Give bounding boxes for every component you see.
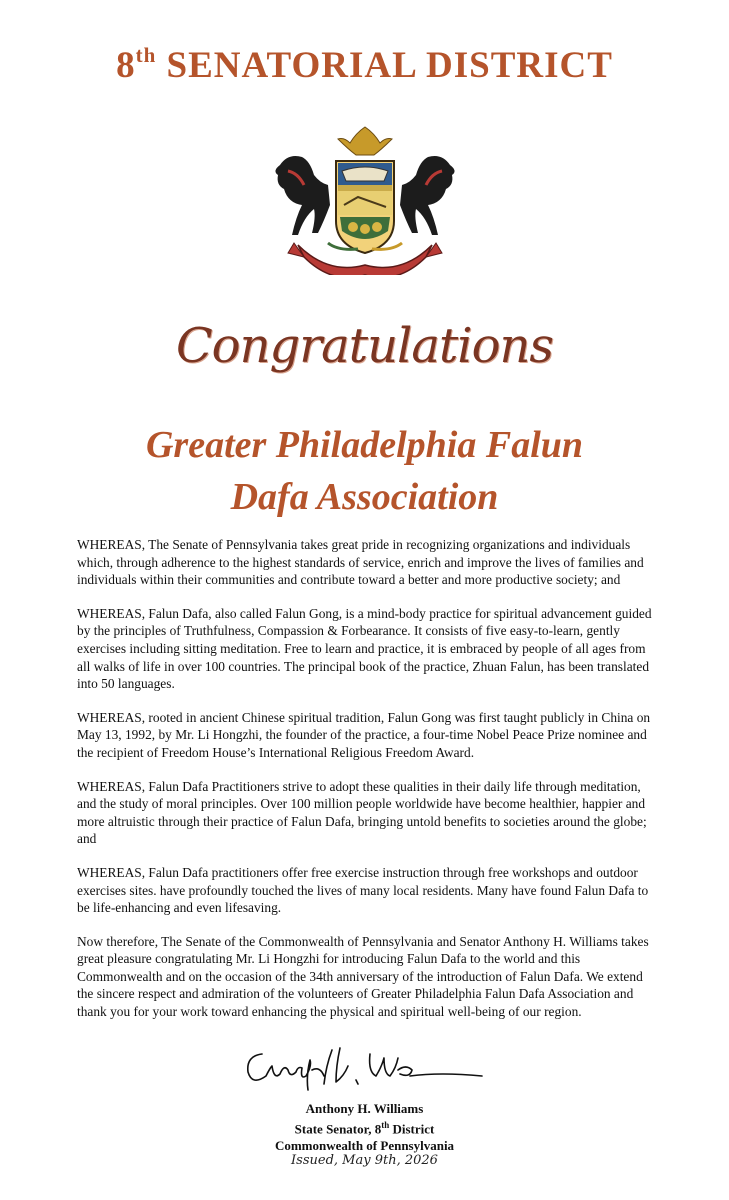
resolution-paragraph: Now therefore, The Senate of the Commonwealth of Pennsylvania and Senator Anthony H. Williams takes great pleasure congratulating Mr. Li Hongzhi for introducing Falun Dafa to the world and this Commonwealth and on the occasion of the 34th anniversary of the introduction of Falun Dafa. We extend the sincere respect and admiration of the volunteers of Greater Philadelphia Falun Dafa Association and thank you for your work toward enhancing the physical and spiritual well-being of our region. (77, 933, 649, 1020)
whereas-paragraph-2: WHEREAS, Falun Dafa, also called Falun Gong, is a mind-body practice for spiritual advancement guided by the principles of Truthfulness, Compassion & Forbearance. It consists of five easy-to-learn, gently exercises including sitting meditation. Free to learn and practice, it is embraced by people of all ages from all walks of life in over 100 countries. The principal book of the practice, Zhuan Falun, has been translated into 50 languages. (77, 605, 652, 692)
signer-title: State Senator, 8th District (294, 1120, 435, 1137)
district-heading (0, 43, 729, 87)
signature-icon (240, 1036, 490, 1092)
district-number: 8 (116, 45, 136, 86)
whereas-paragraph-4: WHEREAS, Falun Dafa Practitioners strive to adopt these qualities in their daily life through meditation, and the study of moral principles. Over 100 million people worldwide have become healthier, happier and more altruistic through their practice of Falun Dafa, bringing untold benefits to societies around the globe; and (77, 778, 647, 847)
organization-name-line2: Dafa Association (230, 476, 499, 518)
signer-name: Anthony H. Williams (305, 1101, 424, 1116)
issued-date: Issued, May 9th, 2026 (291, 1153, 438, 1168)
organization-name-line1: Greater Philadelphia Falun (145, 424, 584, 466)
whereas-paragraph-3: WHEREAS, rooted in ancient Chinese spiritual tradition, Falun Gong was first taught publicly in China on May 13, 1992, by Mr. Li Hongzhi, the founder of the practice, a four-time Nobel Peace Prize nominee and the recipient of Freedom House’s International Religious Freedom Award. (77, 709, 651, 760)
signer-block (0, 1100, 729, 1154)
signer-state: Commonwealth of Pennsylvania (274, 1138, 455, 1154)
district-title: SENATORIAL DISTRICT (156, 45, 613, 86)
district-ordinal: th (135, 43, 157, 67)
organization-name (0, 419, 729, 523)
whereas-paragraph-5: WHEREAS, Falun Dafa practitioners offer free exercise instruction through free workshops and outdoor exercises sites. have profoundly touched the lives of many local residents. Many have found Falun Dafa to be life-enhancing and even lifesaving. (77, 864, 649, 916)
pennsylvania-coat-of-arms-icon (258, 125, 472, 275)
whereas-paragraph-1: WHEREAS, The Senate of Pennsylvania takes great pride in recognizing organizations and individuals which, through adherence to the highest standards of service, enrich and improve the lives of families and individuals within their communities and contribute toward a better and more productive society; and (77, 537, 644, 588)
citation-body (77, 536, 657, 1037)
congratulations-title: Congratulations (175, 318, 554, 374)
